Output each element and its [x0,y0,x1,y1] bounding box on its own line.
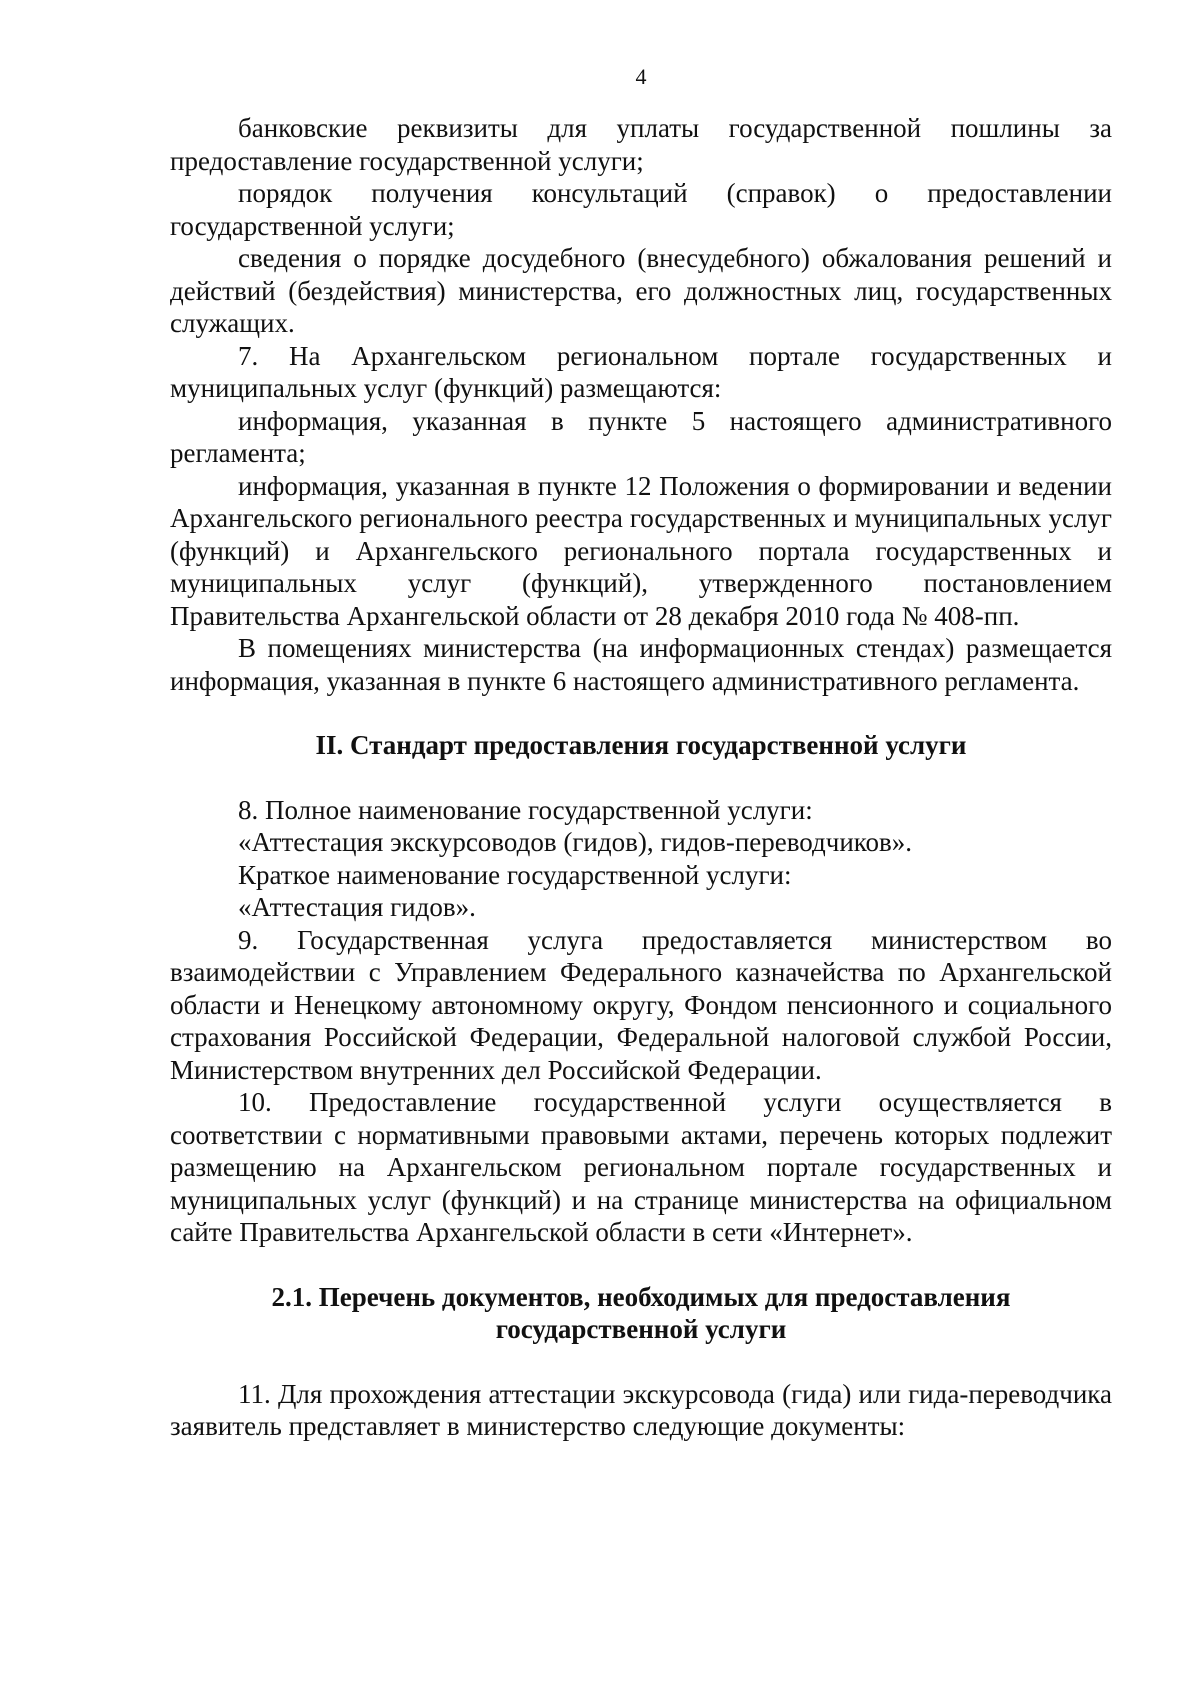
paragraph: 10. Предоставление государственной услуги осуществляется в соответствии с нормативными правовыми актами, перечень которых подлежит размещению на Архангельском региональном портале государственных и муниципальных услуг (функций) и на странице министерства на официальном сайте Правительства Архангельской области в сети «Интернет». [170,1087,1112,1247]
paragraph: информация, указанная в пункте 5 настоящего административного регламента; [170,405,1112,468]
paragraph: «Аттестация экскурсоводов (гидов), гидов-переводчиков». [238,827,913,857]
paragraph: 8. Полное наименование государственной услуги: [238,794,813,825]
paragraph: «Аттестация гидов». [238,892,476,922]
subsection-heading [170,1281,1112,1346]
page-number: 4 [635,64,647,89]
paragraph: информация, указанная в пункте 12 Положения о формировании и ведении Архангельского регионального реестра государственных и муниципальных услуг (функций) и Архангельского регионального портала государственных и муниципальных услуг (функций), утвержденного постановлением Правительства Архангельской области от 28 декабря 2010 года № 408-пп. [170,470,1112,631]
paragraph: Краткое наименование государственной услуги: [238,859,792,890]
top-paragraphs [170,112,1112,697]
paragraph: банковские реквизиты для уплаты государственной пошлины за предоставление государственной услуги; [170,113,1112,176]
paragraph: порядок получения консультаций (справок) о предоставлении государственной услуги; [170,178,1112,241]
paragraph: 7. На Архангельском региональном портале государственных и муниципальных услуг (функций) размещаются: [170,340,1112,403]
subsection-heading-line2: государственной услуги [495,1314,787,1344]
paragraph: 9. Государственная услуга предоставляется министерством во взаимодействии с Управлением Федерального казначейства по Архангельской области и Ненецкому автономному округу, Фондом пенсионного и социального страхования Российской Федерации, Федеральной налоговой службой России, Министерством внутренних дел Российской Федерации. [170,924,1112,1085]
subsection-heading-line1: 2.1. Перечень документов, необходимых для предоставления [271,1281,1011,1312]
paragraph: В помещениях министерства (на информационных стендах) размещается информация, указанная в пункте 6 настоящего административного регламента. [170,633,1112,696]
section-heading: II. Стандарт предоставления государственной услуги [315,730,967,760]
section2-paragraphs [170,794,1112,1249]
paragraph: 11. Для прохождения аттестации экскурсовода (гида) или гида-переводчика заявитель представляет в министерство следующие документы: [170,1378,1112,1441]
paragraph: сведения о порядке досудебного (внесудебного) обжалования решений и действий (бездействия) министерства, его должностных лиц, государственных служащих. [170,243,1112,338]
section21-paragraphs [170,1378,1112,1443]
